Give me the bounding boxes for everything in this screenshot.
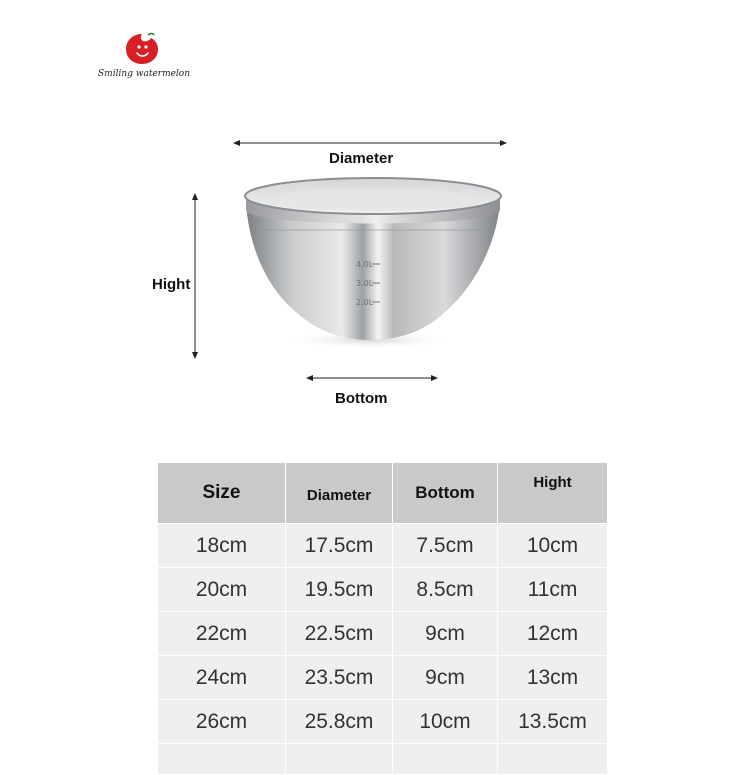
cell-bottom: 8.5cm <box>393 568 498 612</box>
stainless-bowl-image <box>238 172 508 352</box>
bottom-label: Bottom <box>335 390 388 407</box>
cell-hight: 13cm <box>498 656 608 700</box>
cell-bottom: 10cm <box>393 700 498 744</box>
scale-mark-2l: 2.0L <box>356 298 374 307</box>
cell-size: 26cm <box>158 700 286 744</box>
table-row <box>158 656 608 700</box>
cell-empty <box>393 744 498 775</box>
scale-mark-3l: 3.0L <box>356 279 374 288</box>
cell-hight: 13.5cm <box>498 700 608 744</box>
brand-name: Smiling watermelon <box>98 69 191 79</box>
cell-hight: 12cm <box>498 612 608 656</box>
bottom-arrow <box>305 372 439 384</box>
diameter-arrow <box>232 137 508 149</box>
header-hight: Hight <box>498 463 608 524</box>
table-row <box>158 612 608 656</box>
table-header-row <box>158 463 608 524</box>
height-arrow <box>189 192 201 360</box>
header-diameter: Diameter <box>286 463 393 524</box>
table-row-cutoff <box>158 744 608 775</box>
watermelon-smile-icon <box>124 32 160 66</box>
table-row <box>158 700 608 744</box>
cell-empty <box>158 744 286 775</box>
cell-diameter: 19.5cm <box>286 568 393 612</box>
cell-size: 18cm <box>158 524 286 568</box>
cell-diameter: 25.8cm <box>286 700 393 744</box>
cell-diameter: 23.5cm <box>286 656 393 700</box>
scale-mark-4l: 4.0L <box>356 260 374 269</box>
height-label: Hight <box>152 276 191 293</box>
header-size: Size <box>158 463 286 524</box>
header-bottom: Bottom <box>393 463 498 524</box>
size-table <box>157 462 608 775</box>
cell-empty <box>498 744 608 775</box>
cell-bottom: 9cm <box>393 612 498 656</box>
cell-bottom: 7.5cm <box>393 524 498 568</box>
table-row <box>158 524 608 568</box>
cell-size: 22cm <box>158 612 286 656</box>
cell-diameter: 17.5cm <box>286 524 393 568</box>
cell-hight: 11cm <box>498 568 608 612</box>
brand <box>98 28 198 83</box>
diameter-label: Diameter <box>329 150 394 167</box>
cell-size: 20cm <box>158 568 286 612</box>
table-row <box>158 568 608 612</box>
cell-bottom: 9cm <box>393 656 498 700</box>
cell-hight: 10cm <box>498 524 608 568</box>
cell-empty <box>286 744 393 775</box>
cell-size: 24cm <box>158 656 286 700</box>
cell-diameter: 22.5cm <box>286 612 393 656</box>
